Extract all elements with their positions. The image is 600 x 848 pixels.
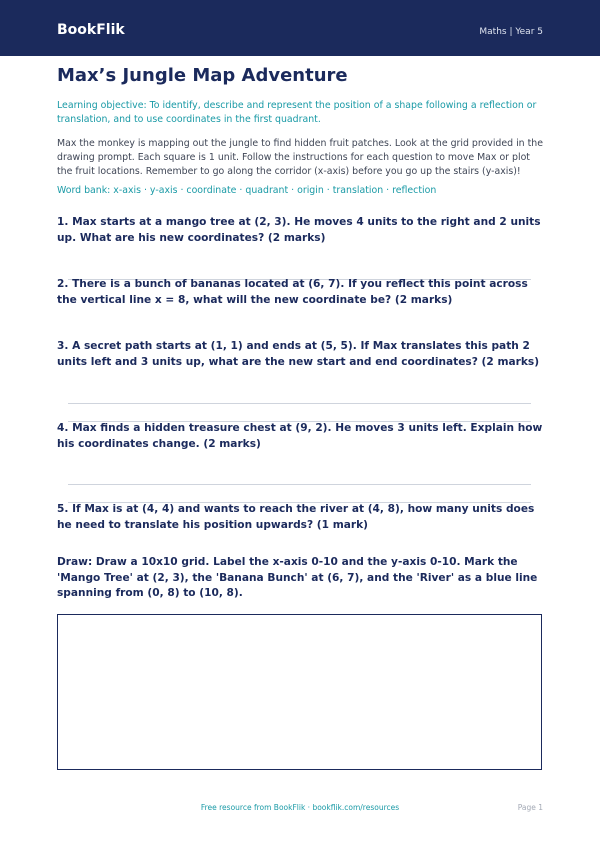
question-4: 4. Max finds a hidden treasure chest at (9, 2). He moves 3 units left. Explain how his coordinates change. (2 marks) [57,422,543,450]
answer-line [68,403,531,404]
question-3: 3. A secret path starts at (1, 1) and ends at (5, 5). If Max translates this path 2 units left and 3 units up, what are the new start and end coordinates? (2 marks) [57,340,540,368]
question-2: 2. There is a bunch of bananas located at (6, 7). If you reflect this point across the vertical line x = 8, what will the new coordinate be? (2 marks) [57,278,528,306]
draw-prompt: Draw: Draw a 10x10 grid. Label the x-axis 0-10 and the y-axis 0-10. Mark the 'Mango Tree' at (2, 3), the 'Banana Bunch' at (6, 7), and the 'River' as a blue line spanning from (0, 8) to (10, 8). [57,556,538,599]
page-number: Page 1 [517,803,543,812]
learning-objective: Learning objective: To identify, describe and represent the position of a shape following a reflection or translation, and to use coordinates in the first quadrant. [57,100,537,125]
question-5: 5. If Max is at (4, 4) and wants to reach the river at (4, 8), how many units does he need to translate his position upwards? (1 mark) [57,503,535,531]
drawing-area[interactable] [57,614,542,770]
question-1: 1. Max starts at a mango tree at (2, 3). He moves 4 units to the right and 2 units up. What are his new coordinates? (2 marks) [57,216,541,244]
word-bank: Word bank: x-axis · y-axis · coordinate · quadrant · origin · translation · reflection [57,185,437,196]
worksheet-title: Max’s Jungle Map Adventure [57,65,348,86]
answer-line [68,484,531,485]
subject-year-label: Maths | Year 5 [479,27,543,37]
page-header [0,0,600,56]
intro-text: Max the monkey is mapping out the jungle to find hidden fruit patches. Look at the grid provided in the drawing prompt. Each square is 1 unit. Follow the instructions for each question to move Max or plot the fruit locations. Remember to go along the corridor (x-axis) before you go up the stairs (y-axis)! [57,138,543,177]
brand-logo: BookFlik [57,22,125,38]
footer-credit: Free resource from BookFlik · bookflik.com/resources [200,803,400,812]
